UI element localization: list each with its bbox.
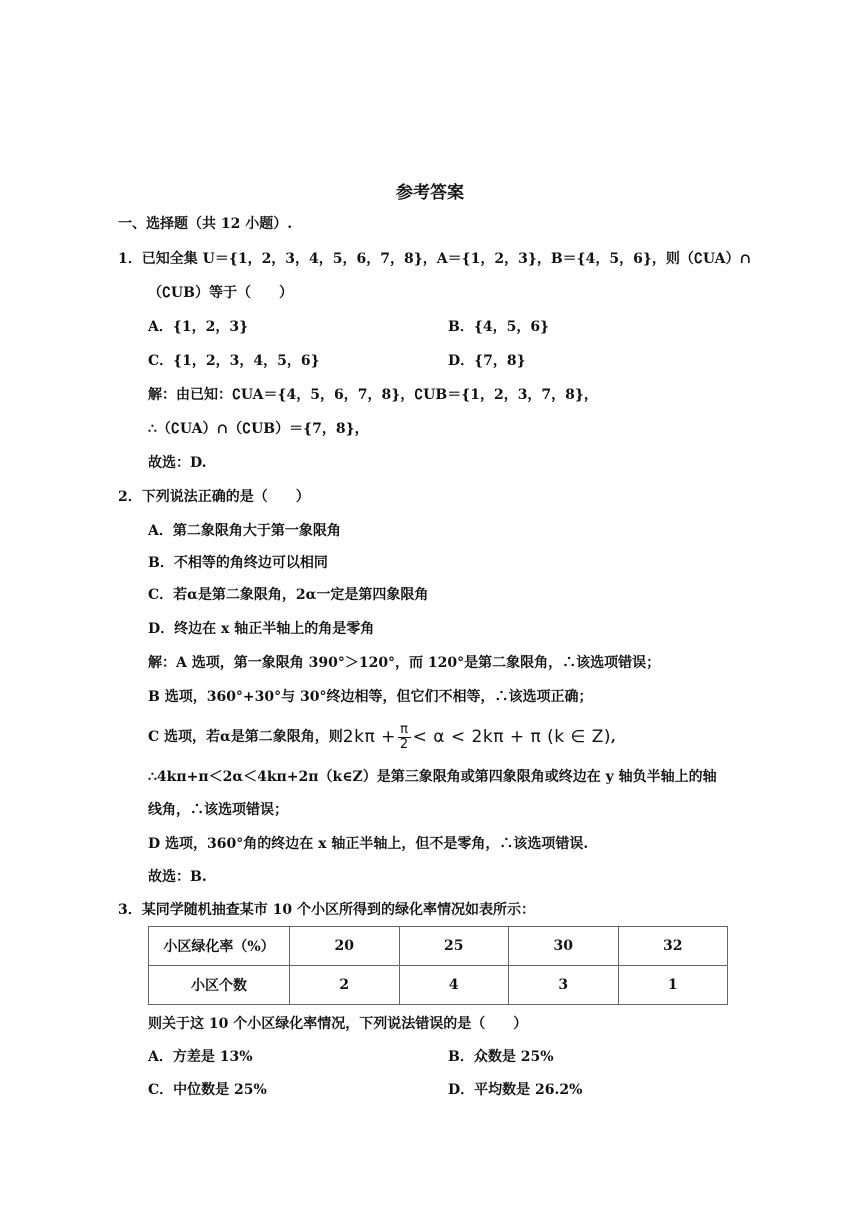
table-row-header: 小区个数: [149, 966, 290, 1005]
q1-option-a: A．{1，2，3}: [148, 319, 249, 335]
table-cell: 20: [290, 927, 400, 966]
q2-solution-line4: ∴4kπ+π＜2α＜4kπ+2π（k∈Z）是第三象限角或第四象限角或终边在 y 轴负半轴上的轴: [148, 769, 717, 785]
q3-option-b: B．众数是 25%: [448, 1049, 554, 1065]
q3-option-d: D．平均数是 26.2%: [448, 1082, 583, 1098]
table-cell: 1: [618, 966, 728, 1005]
table-row: [149, 927, 728, 966]
q2-option-d: D．终边在 x 轴正半轴上的角是零角: [148, 621, 375, 637]
q1-solution-line2: ∴（∁UA）∩（∁UB）＝{7，8}，: [148, 421, 369, 437]
section-heading: 一、选择题（共 12 小题）.: [118, 216, 293, 232]
q2-solution-line1: 解：A 选项，第一象限角 390°＞120°，而 120°是第二象限角，∴该选项错误；: [148, 655, 661, 671]
table-row-header: 小区绿化率（%）: [149, 927, 290, 966]
table-row: [149, 966, 728, 1005]
q3-option-a: A．方差是 13%: [148, 1049, 253, 1065]
q1-solution-line1: 解：由已知：∁UA＝{4，5，6，7，8}，∁UB＝{1，2，3，7，8}，: [148, 387, 598, 403]
table-cell: 2: [290, 966, 400, 1005]
q2-solution-line3: [148, 720, 616, 754]
formula-right: < α < 2kπ + π (k ∈ Z): [412, 727, 611, 747]
q2-answer: 故选：B.: [148, 869, 207, 885]
q2-solution-line6: D 选项，360°角的终边在 x 轴正半轴上，但不是零角，∴该选项错误.: [148, 836, 589, 852]
q2-solution-line2: B 选项，360°+30°与 30°终边相等，但它们不相等，∴该选项正确；: [148, 689, 593, 705]
q2-solution-line3-prefix: C 选项，若α是第二象限角，则: [148, 729, 343, 745]
table-cell: 3: [509, 966, 619, 1005]
q1-stem-line1: 1．已知全集 U＝{1，2，3，4，5，6，7，8}，A＝{1，2，3}，B＝{4，5，6}，则（∁UA）∩: [118, 251, 752, 267]
q1-option-c: C．{1，2，3，4，5，6}: [148, 353, 320, 369]
q3-option-c: C．中位数是 25%: [148, 1082, 267, 1098]
table-cell: 4: [399, 966, 509, 1005]
page-title: 参考答案: [396, 183, 464, 203]
q2-option-b: B．不相等的角终边可以相同: [148, 555, 328, 571]
formula-left: 2kπ +: [342, 727, 396, 747]
q3-question: 则关于这 10 个小区绿化率情况，下列说法错误的是（ ）: [148, 1016, 528, 1032]
q1-answer: 故选：D.: [148, 455, 207, 471]
greening-rate-table: [148, 926, 728, 1005]
table-cell: 30: [509, 927, 619, 966]
q2-solution-line3-suffix: ,: [611, 729, 616, 745]
q2-option-c: C．若α是第二象限角，2α一定是第四象限角: [148, 587, 429, 603]
q1-option-b: B．{4，5，6}: [448, 319, 550, 335]
fraction-numerator: π: [398, 723, 411, 738]
q2-solution-line5: 线角，∴该选项错误；: [148, 802, 288, 818]
q2-stem: 2．下列说法正确的是（ ）: [118, 489, 310, 505]
q1-stem-line2: （∁UB）等于（ ）: [148, 285, 293, 301]
fraction-denominator: 2: [399, 736, 409, 752]
table-cell: 25: [399, 927, 509, 966]
q1-option-d: D．{7，8}: [448, 353, 526, 369]
inequality-formula: [343, 720, 611, 754]
q2-option-a: A．第二象限角大于第一象限角: [148, 523, 341, 539]
q3-stem: 3．某同学随机抽查某市 10 个小区所得到的绿化率情况如表所示：: [118, 902, 535, 918]
pi-over-2-fraction: [398, 723, 411, 752]
table-cell: 32: [618, 927, 728, 966]
